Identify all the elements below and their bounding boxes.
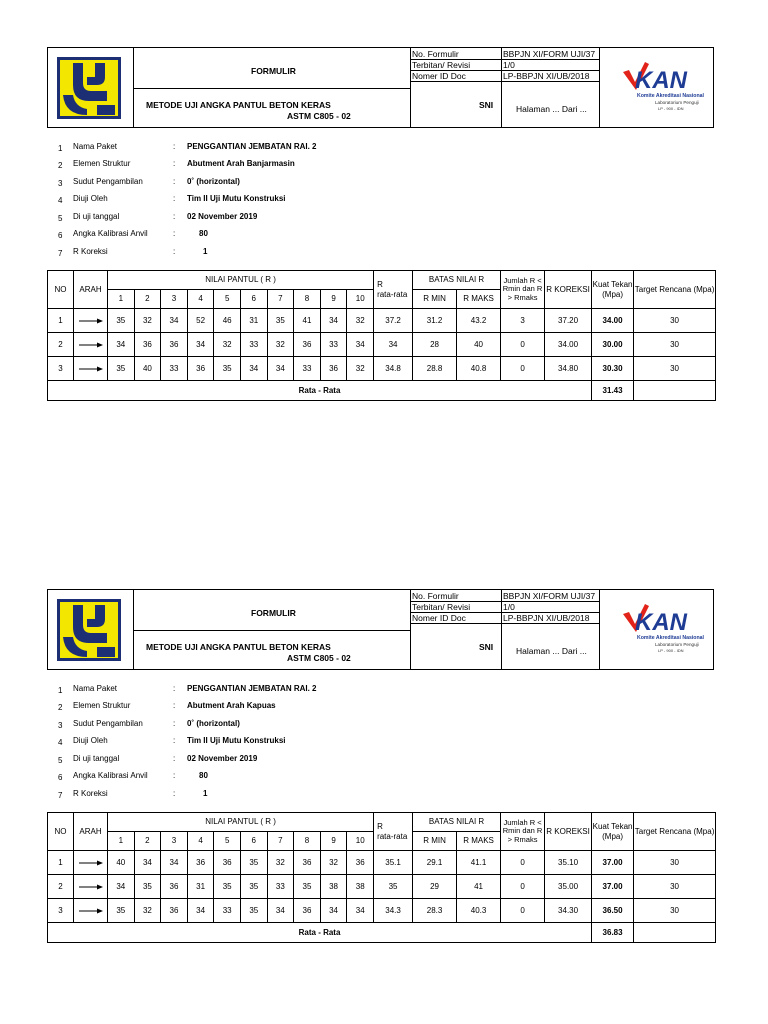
svg-text:Komite Akreditasi Nasional: Komite Akreditasi Nasional bbox=[637, 93, 704, 99]
table-row bbox=[48, 875, 716, 899]
r-rata-rata: 35.1 bbox=[374, 851, 413, 875]
kuat-tekan: 30.30 bbox=[592, 357, 634, 381]
rebound-value: 35 bbox=[134, 875, 161, 899]
info-label: Nama Paket bbox=[73, 142, 118, 151]
rebound-value: 33 bbox=[294, 357, 321, 381]
form-title: FORMULIR bbox=[251, 608, 296, 618]
rebound-value: 36 bbox=[161, 875, 188, 899]
info-colon: : bbox=[173, 754, 176, 763]
target-rencana: 30 bbox=[634, 899, 716, 923]
rebound-value: 33 bbox=[320, 333, 347, 357]
info-colon: : bbox=[173, 194, 176, 203]
standard-code: ASTM C805 - 02 bbox=[287, 111, 351, 121]
info-colon: : bbox=[173, 159, 176, 168]
arrow-right-icon bbox=[79, 908, 103, 914]
rebound-value: 38 bbox=[320, 875, 347, 899]
header-r: R bbox=[377, 822, 383, 832]
header-r-maks: R MAKS bbox=[457, 832, 501, 851]
rebound-value: 34 bbox=[108, 333, 135, 357]
info-row bbox=[0, 245, 768, 261]
rata-rata-empty bbox=[634, 381, 716, 401]
info-label: Nama Paket bbox=[73, 684, 118, 693]
rebound-value: 34 bbox=[187, 899, 214, 923]
svg-text:Komite Akreditasi Nasional: Komite Akreditasi Nasional bbox=[637, 635, 704, 641]
info-value: 1 bbox=[203, 247, 208, 256]
header-r: R bbox=[377, 280, 383, 290]
arah-cell bbox=[74, 357, 108, 381]
r-rata-rata: 34.3 bbox=[374, 899, 413, 923]
info-number: 2 bbox=[58, 161, 63, 170]
header-col-number: 8 bbox=[294, 832, 321, 851]
r-maks: 40.3 bbox=[457, 899, 501, 923]
no-formulir-value: BBPJN XI/FORM UJI/37 bbox=[503, 49, 596, 59]
rebound-value: 32 bbox=[134, 309, 161, 333]
rebound-value: 32 bbox=[134, 899, 161, 923]
nomer-id-label: Nomer ID Doc bbox=[412, 71, 466, 81]
rebound-value: 33 bbox=[214, 899, 241, 923]
header-jumlah: Jumlah R < Rmin dan R > Rmaks bbox=[501, 271, 545, 309]
info-colon: : bbox=[173, 142, 176, 151]
r-maks: 41.1 bbox=[457, 851, 501, 875]
sni-label: SNI bbox=[479, 100, 494, 110]
info-number: 1 bbox=[58, 144, 63, 153]
header-r-koreksi: R KOREKSI bbox=[545, 813, 592, 851]
rebound-value: 35 bbox=[108, 309, 135, 333]
arah-cell bbox=[74, 851, 108, 875]
table-header-row bbox=[48, 813, 716, 832]
info-row bbox=[0, 192, 768, 208]
r-koreksi: 37.20 bbox=[545, 309, 592, 333]
rebound-value: 32 bbox=[347, 309, 374, 333]
info-value: Tim II Uji Mutu Konstruksi bbox=[187, 736, 286, 745]
r-rata-rata: 37.2 bbox=[374, 309, 413, 333]
info-number: 5 bbox=[58, 756, 63, 765]
header-col-number: 6 bbox=[240, 290, 267, 309]
svg-text:KAN: KAN bbox=[635, 609, 687, 636]
header-rata-rata: rata-rata bbox=[377, 289, 408, 299]
rebound-value: 36 bbox=[134, 333, 161, 357]
r-min: 28.8 bbox=[413, 357, 457, 381]
info-number: 4 bbox=[58, 738, 63, 747]
row-number: 2 bbox=[48, 875, 74, 899]
rebound-value: 32 bbox=[320, 851, 347, 875]
header-col-number: 2 bbox=[134, 832, 161, 851]
kuat-tekan: 34.00 bbox=[592, 309, 634, 333]
header-r-maks: R MAKS bbox=[457, 290, 501, 309]
r-min: 28 bbox=[413, 333, 457, 357]
header-col-number: 2 bbox=[134, 290, 161, 309]
info-colon: : bbox=[173, 736, 176, 745]
svg-text:LP - 900 - IDN: LP - 900 - IDN bbox=[658, 648, 684, 653]
terbitan-label: Terbitan/ Revisi bbox=[412, 60, 471, 70]
r-maks: 43.2 bbox=[457, 309, 501, 333]
rebound-value: 31 bbox=[240, 309, 267, 333]
info-value: Abutment Arah Banjarmasin bbox=[187, 159, 295, 168]
header-nilai-pantul: NILAI PANTUL ( R ) bbox=[108, 271, 374, 290]
info-label: Di uji tanggal bbox=[73, 754, 120, 763]
info-value: Tim II Uji Mutu Konstruksi bbox=[187, 194, 286, 203]
target-rencana: 30 bbox=[634, 357, 716, 381]
info-value: 80 bbox=[199, 229, 208, 238]
info-row bbox=[0, 699, 768, 715]
rebound-value: 35 bbox=[108, 899, 135, 923]
header-col-number: 5 bbox=[214, 832, 241, 851]
rebound-value: 36 bbox=[294, 899, 321, 923]
arah-cell bbox=[74, 333, 108, 357]
kuat-tekan: 30.00 bbox=[592, 333, 634, 357]
rebound-value: 34 bbox=[187, 333, 214, 357]
header-col-number: 3 bbox=[161, 290, 188, 309]
r-min: 29 bbox=[413, 875, 457, 899]
header-r-koreksi: R KOREKSI bbox=[545, 271, 592, 309]
header-col-number: 7 bbox=[267, 832, 294, 851]
rebound-value: 35 bbox=[240, 851, 267, 875]
arrow-right-icon bbox=[79, 860, 103, 866]
r-rata-rata: 35 bbox=[374, 875, 413, 899]
jumlah-outliers: 0 bbox=[501, 899, 545, 923]
info-row bbox=[0, 752, 768, 768]
header-r-rata bbox=[374, 271, 413, 309]
rebound-value: 36 bbox=[161, 333, 188, 357]
form-header bbox=[47, 589, 714, 670]
header-col-number: 5 bbox=[214, 290, 241, 309]
rebound-value: 31 bbox=[187, 875, 214, 899]
header-r-min: R MIN bbox=[413, 290, 457, 309]
row-number: 1 bbox=[48, 851, 74, 875]
r-maks: 40.8 bbox=[457, 357, 501, 381]
info-row bbox=[0, 717, 768, 733]
rebound-value: 32 bbox=[214, 333, 241, 357]
rebound-value: 32 bbox=[267, 333, 294, 357]
arah-cell bbox=[74, 875, 108, 899]
header-nilai-pantul: NILAI PANTUL ( R ) bbox=[108, 813, 374, 832]
rebound-value: 36 bbox=[187, 851, 214, 875]
info-row bbox=[0, 787, 768, 803]
arah-cell bbox=[74, 899, 108, 923]
header-target: Target Rencana (Mpa) bbox=[634, 271, 716, 309]
arrow-right-icon bbox=[79, 884, 103, 890]
rebound-value: 33 bbox=[161, 357, 188, 381]
info-label: Elemen Struktur bbox=[73, 159, 131, 168]
rebound-value: 34 bbox=[320, 309, 347, 333]
info-number: 6 bbox=[58, 231, 63, 240]
header-target: Target Rencana (Mpa) bbox=[634, 813, 716, 851]
rebound-value: 34 bbox=[347, 333, 374, 357]
arrow-right-icon bbox=[79, 366, 103, 372]
header-col-number: 9 bbox=[320, 832, 347, 851]
target-rencana: 30 bbox=[634, 875, 716, 899]
info-value: PENGGANTIAN JEMBATAN RAI. 2 bbox=[187, 684, 317, 693]
kuat-tekan: 37.00 bbox=[592, 875, 634, 899]
info-number: 3 bbox=[58, 179, 63, 188]
rebound-value: 33 bbox=[240, 333, 267, 357]
table-row bbox=[48, 851, 716, 875]
rebound-value: 34 bbox=[108, 875, 135, 899]
info-value: 80 bbox=[199, 771, 208, 780]
info-label: Angka Kalibrasi Anvil bbox=[73, 771, 148, 780]
rata-rata-value: 31.43 bbox=[592, 381, 634, 401]
info-number: 3 bbox=[58, 721, 63, 730]
terbitan-value: 1/0 bbox=[503, 602, 515, 612]
header-col-number: 1 bbox=[108, 832, 135, 851]
info-label: R Koreksi bbox=[73, 789, 108, 798]
r-koreksi: 34.30 bbox=[545, 899, 592, 923]
r-koreksi: 35.10 bbox=[545, 851, 592, 875]
r-koreksi: 35.00 bbox=[545, 875, 592, 899]
info-colon: : bbox=[173, 701, 176, 710]
info-colon: : bbox=[173, 789, 176, 798]
info-row bbox=[0, 175, 768, 191]
method-title: METODE UJI ANGKA PANTUL BETON KERAS bbox=[146, 642, 331, 652]
info-value: 1 bbox=[203, 789, 208, 798]
info-row bbox=[0, 157, 768, 173]
rebound-value: 34 bbox=[267, 899, 294, 923]
terbitan-value: 1/0 bbox=[503, 60, 515, 70]
info-label: Sudut Pengambilan bbox=[73, 719, 143, 728]
header-kuat-tekan: Kuat Tekan (Mpa) bbox=[592, 813, 634, 851]
rebound-value: 35 bbox=[214, 357, 241, 381]
header-rata-rata: rata-rata bbox=[377, 831, 408, 841]
table-row bbox=[48, 309, 716, 333]
info-number: 1 bbox=[58, 686, 63, 695]
info-label: Diuji Oleh bbox=[73, 194, 108, 203]
target-rencana: 30 bbox=[634, 309, 716, 333]
header-col-number: 4 bbox=[187, 290, 214, 309]
no-formulir-label: No. Formulir bbox=[412, 49, 459, 59]
header-jumlah: Jumlah R < Rmin dan R > Rmaks bbox=[501, 813, 545, 851]
nomer-id-value: LP-BBPJN XI/UB/2018 bbox=[503, 71, 590, 81]
info-colon: : bbox=[173, 177, 176, 186]
rebound-value: 36 bbox=[294, 851, 321, 875]
rebound-value: 38 bbox=[347, 875, 374, 899]
jumlah-outliers: 0 bbox=[501, 851, 545, 875]
r-maks: 41 bbox=[457, 875, 501, 899]
table-row bbox=[48, 357, 716, 381]
r-min: 29.1 bbox=[413, 851, 457, 875]
info-label: Sudut Pengambilan bbox=[73, 177, 143, 186]
info-label: R Koreksi bbox=[73, 247, 108, 256]
sni-label: SNI bbox=[479, 642, 494, 652]
rebound-value: 32 bbox=[347, 357, 374, 381]
jumlah-outliers: 0 bbox=[501, 875, 545, 899]
rebound-value: 36 bbox=[320, 357, 347, 381]
arrow-right-icon bbox=[79, 342, 103, 348]
form-title: FORMULIR bbox=[251, 66, 296, 76]
header-col-number: 4 bbox=[187, 832, 214, 851]
rebound-table bbox=[47, 812, 716, 943]
svg-text:Laboratorium Penguji: Laboratorium Penguji bbox=[655, 100, 699, 105]
rata-rata-row bbox=[48, 923, 716, 943]
info-label: Diuji Oleh bbox=[73, 736, 108, 745]
info-colon: : bbox=[173, 684, 176, 693]
info-row bbox=[0, 227, 768, 243]
rebound-value: 36 bbox=[294, 333, 321, 357]
header-r-min: R MIN bbox=[413, 832, 457, 851]
info-number: 2 bbox=[58, 703, 63, 712]
rebound-value: 33 bbox=[267, 875, 294, 899]
row-number: 3 bbox=[48, 899, 74, 923]
info-label: Angka Kalibrasi Anvil bbox=[73, 229, 148, 238]
target-rencana: 30 bbox=[634, 333, 716, 357]
rebound-value: 52 bbox=[187, 309, 214, 333]
rebound-value: 34 bbox=[347, 899, 374, 923]
info-value: 0˚ (horizontal) bbox=[187, 177, 240, 186]
row-number: 3 bbox=[48, 357, 74, 381]
nomer-id-value: LP-BBPJN XI/UB/2018 bbox=[503, 613, 590, 623]
jumlah-outliers: 3 bbox=[501, 309, 545, 333]
info-number: 7 bbox=[58, 249, 63, 258]
info-list bbox=[0, 140, 768, 260]
info-row bbox=[0, 210, 768, 226]
header-arah: ARAH bbox=[74, 271, 108, 309]
header-no: NO bbox=[48, 813, 74, 851]
rebound-value: 35 bbox=[240, 899, 267, 923]
jumlah-outliers: 0 bbox=[501, 333, 545, 357]
r-koreksi: 34.80 bbox=[545, 357, 592, 381]
info-colon: : bbox=[173, 719, 176, 728]
arrow-right-icon bbox=[79, 318, 103, 324]
info-value: 02 November 2019 bbox=[187, 212, 258, 221]
jumlah-outliers: 0 bbox=[501, 357, 545, 381]
svg-text:Laboratorium Penguji: Laboratorium Penguji bbox=[655, 642, 699, 647]
kan-logo-icon bbox=[615, 596, 715, 666]
rata-rata-label: Rata - Rata bbox=[48, 381, 592, 401]
rebound-value: 34 bbox=[161, 851, 188, 875]
header-batas: BATAS NILAI R bbox=[413, 271, 501, 290]
info-number: 7 bbox=[58, 791, 63, 800]
header-col-number: 1 bbox=[108, 290, 135, 309]
target-rencana: 30 bbox=[634, 851, 716, 875]
rebound-value: 34 bbox=[161, 309, 188, 333]
info-colon: : bbox=[173, 229, 176, 238]
header-kuat-tekan: Kuat Tekan (Mpa) bbox=[592, 271, 634, 309]
rebound-value: 41 bbox=[294, 309, 321, 333]
rebound-value: 35 bbox=[240, 875, 267, 899]
info-label: Elemen Struktur bbox=[73, 701, 131, 710]
rebound-value: 34 bbox=[320, 899, 347, 923]
header-arah: ARAH bbox=[74, 813, 108, 851]
rebound-value: 40 bbox=[134, 357, 161, 381]
r-koreksi: 34.00 bbox=[545, 333, 592, 357]
header-col-number: 9 bbox=[320, 290, 347, 309]
rebound-value: 35 bbox=[108, 357, 135, 381]
rebound-value: 34 bbox=[240, 357, 267, 381]
no-formulir-value: BBPJN XI/FORM UJI/37 bbox=[503, 591, 596, 601]
info-row bbox=[0, 769, 768, 785]
table-row bbox=[48, 333, 716, 357]
pu-logo-icon bbox=[57, 599, 121, 661]
r-min: 31.2 bbox=[413, 309, 457, 333]
svg-text:LP - 900 - IDN: LP - 900 - IDN bbox=[658, 106, 684, 111]
no-formulir-label: No. Formulir bbox=[412, 591, 459, 601]
info-colon: : bbox=[173, 212, 176, 221]
rebound-value: 46 bbox=[214, 309, 241, 333]
rata-rata-row bbox=[48, 381, 716, 401]
info-number: 4 bbox=[58, 196, 63, 205]
rebound-value: 36 bbox=[161, 899, 188, 923]
rebound-value: 35 bbox=[294, 875, 321, 899]
rata-rata-label: Rata - Rata bbox=[48, 923, 592, 943]
terbitan-label: Terbitan/ Revisi bbox=[412, 602, 471, 612]
info-colon: : bbox=[173, 247, 176, 256]
form-header bbox=[47, 47, 714, 128]
halaman-text: Halaman ... Dari ... bbox=[516, 646, 587, 656]
header-col-number: 6 bbox=[240, 832, 267, 851]
table-row bbox=[48, 899, 716, 923]
rata-rata-value: 36.83 bbox=[592, 923, 634, 943]
header-col-number: 8 bbox=[294, 290, 321, 309]
nomer-id-label: Nomer ID Doc bbox=[412, 613, 466, 623]
info-value: Abutment Arah Kapuas bbox=[187, 701, 276, 710]
rebound-value: 32 bbox=[267, 851, 294, 875]
info-label: Di uji tanggal bbox=[73, 212, 120, 221]
arah-cell bbox=[74, 309, 108, 333]
standard-code: ASTM C805 - 02 bbox=[287, 653, 351, 663]
info-value: 02 November 2019 bbox=[187, 754, 258, 763]
info-value: 0˚ (horizontal) bbox=[187, 719, 240, 728]
info-number: 5 bbox=[58, 214, 63, 223]
kan-logo-icon bbox=[615, 54, 715, 124]
r-rata-rata: 34 bbox=[374, 333, 413, 357]
header-batas: BATAS NILAI R bbox=[413, 813, 501, 832]
halaman-text: Halaman ... Dari ... bbox=[516, 104, 587, 114]
info-row bbox=[0, 734, 768, 750]
header-no: NO bbox=[48, 271, 74, 309]
info-number: 6 bbox=[58, 773, 63, 782]
rebound-value: 40 bbox=[108, 851, 135, 875]
row-number: 1 bbox=[48, 309, 74, 333]
rata-rata-empty bbox=[634, 923, 716, 943]
header-col-number: 7 bbox=[267, 290, 294, 309]
info-row bbox=[0, 682, 768, 698]
rebound-value: 36 bbox=[347, 851, 374, 875]
rebound-value: 34 bbox=[267, 357, 294, 381]
r-min: 28.3 bbox=[413, 899, 457, 923]
info-value: PENGGANTIAN JEMBATAN RAI. 2 bbox=[187, 142, 317, 151]
row-number: 2 bbox=[48, 333, 74, 357]
method-title: METODE UJI ANGKA PANTUL BETON KERAS bbox=[146, 100, 331, 110]
rebound-value: 34 bbox=[134, 851, 161, 875]
info-list bbox=[0, 682, 768, 802]
rebound-value: 35 bbox=[267, 309, 294, 333]
table-header-row bbox=[48, 271, 716, 290]
header-r-rata bbox=[374, 813, 413, 851]
info-row bbox=[0, 140, 768, 156]
rebound-value: 35 bbox=[214, 875, 241, 899]
info-colon: : bbox=[173, 771, 176, 780]
rebound-value: 36 bbox=[214, 851, 241, 875]
r-rata-rata: 34.8 bbox=[374, 357, 413, 381]
pu-logo-icon bbox=[57, 57, 121, 119]
kuat-tekan: 37.00 bbox=[592, 851, 634, 875]
header-col-number: 10 bbox=[347, 832, 374, 851]
header-col-number: 10 bbox=[347, 290, 374, 309]
r-maks: 40 bbox=[457, 333, 501, 357]
header-col-number: 3 bbox=[161, 832, 188, 851]
svg-text:KAN: KAN bbox=[635, 67, 687, 94]
rebound-table bbox=[47, 270, 716, 401]
kuat-tekan: 36.50 bbox=[592, 899, 634, 923]
rebound-value: 36 bbox=[187, 357, 214, 381]
